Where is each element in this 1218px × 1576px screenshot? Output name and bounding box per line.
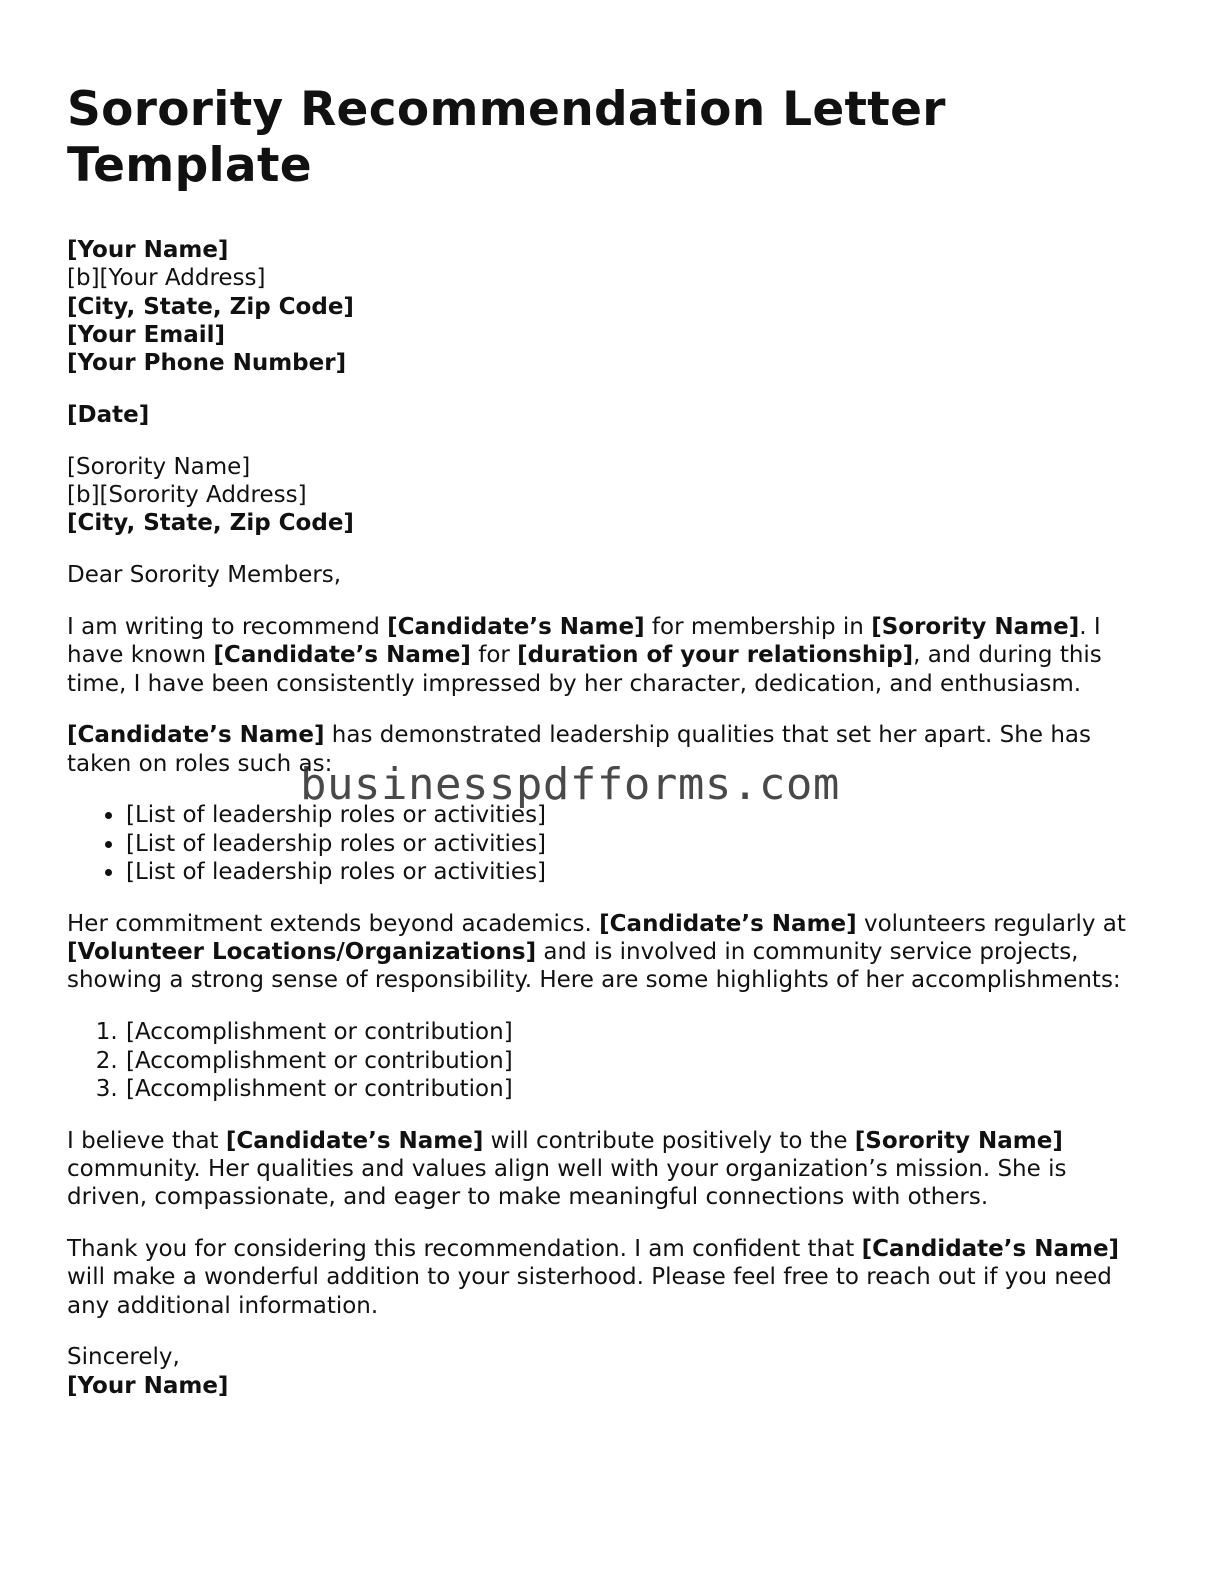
paragraph-thanks: Thank you for considering this recommendation. I am confident that [Candidate’s Name] will make a wonderful addition to your sisterhood. Please feel free to reach out if you need any additional information. (67, 1236, 1120, 1319)
recipient-block (67, 453, 1152, 538)
list-item: • [List of leadership roles or activities] (125, 830, 1152, 858)
accomplishments-list (67, 1018, 1152, 1103)
list-item: 3. [Accomplishment or contribution] (125, 1075, 1152, 1103)
letter-page (67, 82, 1152, 1400)
page-title: Sorority Recommendation Letter Template (67, 82, 946, 193)
paragraph-intro: I am writing to recommend [Candidate’s Name] for membership in [Sorority Name]. I have known [Candidate’s Name] for [duration of your relationship], and during this time, I have been consistently impressed by her character, dedication, and enthusiasm. (67, 613, 1102, 697)
sender-email: [Your Email] (67, 321, 226, 348)
sender-address: [b][Your Address] (67, 265, 266, 292)
salutation: Dear Sorority Members, (67, 562, 342, 589)
list-item: 1. [Accomplishment or contribution] (125, 1018, 1152, 1046)
recipient-city: [City, State, Zip Code] (67, 510, 354, 537)
paragraph-commitment: Her commitment extends beyond academics. [Candidate’s Name] volunteers regularly at [Volunteer Locations/Organizations] and is involved in community service projects, showing a strong sense of responsibility. Here are some highlights of her accomplishments: (67, 910, 1126, 994)
letter-date: [Date] (67, 401, 150, 428)
paragraph-belief: I believe that [Candidate’s Name] will contribute positively to the [Sorority Name] community. Her qualities and values align well with your organization’s mission. She is driven, compassionate, and eager to make meaningful connections with others. (67, 1127, 1067, 1211)
sender-name: [Your Name] (67, 237, 229, 263)
list-item: 2. [Accomplishment or contribution] (125, 1047, 1152, 1075)
paragraph-leadership: [Candidate’s Name] has demonstrated leadership qualities that set her apart. She has taken on roles such as: (67, 722, 1091, 777)
sender-phone: [Your Phone Number] (67, 350, 347, 377)
closing: Sincerely, (67, 1344, 180, 1371)
recipient-name: [Sorority Name] (67, 453, 251, 480)
sender-block (67, 236, 1152, 377)
leadership-list (67, 801, 1152, 886)
signature: [Your Name] (67, 1372, 229, 1399)
watermark: businesspdfforms.com (300, 759, 840, 810)
sender-city: [City, State, Zip Code] (67, 293, 354, 320)
list-item: • [List of leadership roles or activities] (125, 801, 1152, 829)
recipient-address: [b][Sorority Address] (67, 482, 307, 509)
list-item: • [List of leadership roles or activities] (125, 858, 1152, 886)
